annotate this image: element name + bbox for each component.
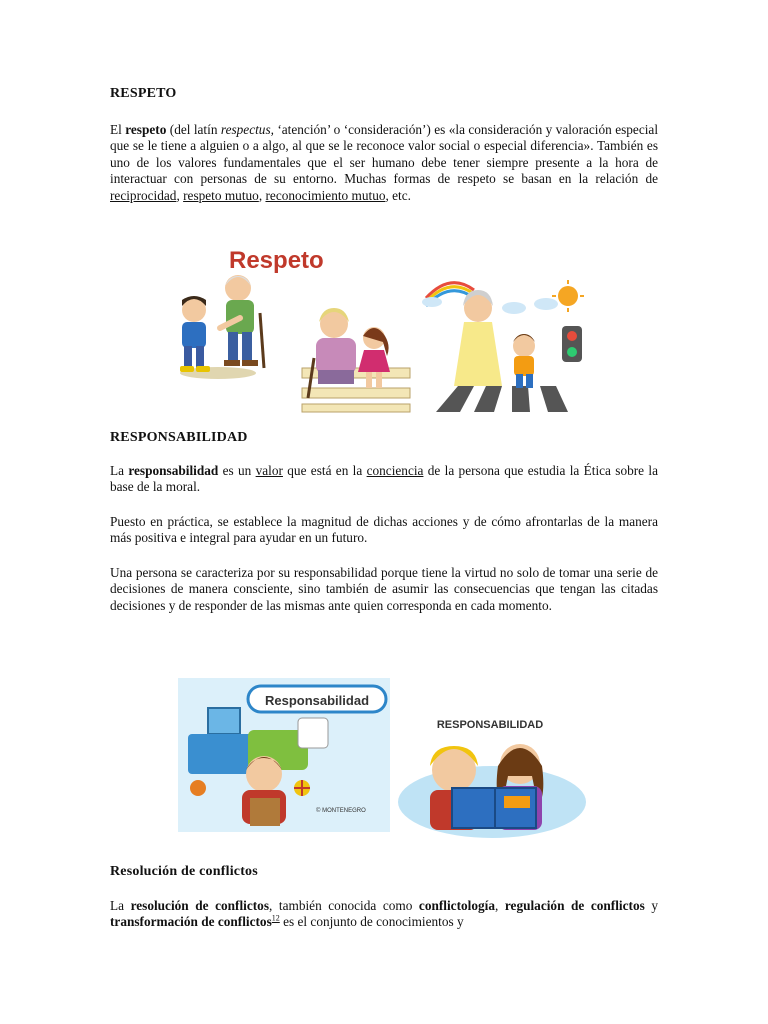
bold-term: transformación de conflictos	[110, 914, 272, 930]
bold-term: respeto	[125, 122, 167, 137]
responsabilidad-caption: RESPONSABILIDAD	[436, 719, 544, 731]
responsabilidad-badge-label: Responsabilidad	[264, 693, 370, 708]
text-run: (del latín	[166, 122, 221, 137]
respeto-image-title: Respeto	[229, 247, 324, 274]
text-run: es el conjunto de conocimientos y	[279, 914, 464, 930]
paragraph-responsabilidad-2: Puesto en práctica, se establece la magnitud de dichas acciones y de cómo afrontarlas de la manera más positiva e integral para ayudar en un futuro.	[110, 514, 658, 546]
bold-term: conflictología	[418, 898, 495, 913]
text-run: es un	[218, 463, 256, 478]
text-run: , etc.	[385, 187, 411, 203]
bold-term: resolución de conflictos	[130, 898, 270, 913]
responsabilidad-illustration-2	[392, 706, 586, 840]
text-run: La	[110, 898, 131, 913]
link-reciprocidad[interactable]: reciprocidad	[110, 187, 177, 203]
footnote-ref[interactable]: 12	[271, 913, 280, 923]
respeto-illustration-svg	[168, 238, 584, 414]
link-valor[interactable]: valor	[255, 463, 283, 478]
link-reconocimiento-mutuo[interactable]: reconocimiento mutuo	[265, 187, 386, 203]
text-run: , también conocida como	[269, 898, 419, 913]
text-run: ,	[176, 187, 184, 203]
responsabilidad-illustration-1-svg	[178, 678, 390, 832]
heading-respeto: RESPETO	[110, 86, 177, 101]
paragraph-responsabilidad-3: Una persona se caracteriza por su responsabilidad porque tiene la virtud no solo de tomar una serie de decisiones de manera consciente, sino también de asumir las consecuencias que tengan las citadas decisiones y de responder de las mismas ante quien corresponda en cada momento.	[110, 565, 658, 613]
paragraph-respeto	[110, 122, 658, 204]
text-run: ,	[258, 187, 266, 203]
responsabilidad-illustration-1	[178, 678, 390, 832]
responsabilidad-illustration-2-svg	[392, 706, 586, 840]
text-run: y	[644, 898, 658, 913]
text-run: La	[110, 463, 129, 478]
crosswalk-right	[436, 386, 568, 412]
text-run: ‘atención’ o ‘consideración’) es «la consideración y valoración especial que se le tiene a alguien o a algo, al que se le reconoce valor social o especial diferencia». También es uno de los valores fundamentales que el ser humano debe tener siempre presente a la hora de interactuar con personas de su entorno. Muchas formas de respeto se basan en la relación de	[110, 122, 659, 187]
link-respeto-mutuo[interactable]: respeto mutuo	[183, 187, 259, 203]
respeto-illustration	[168, 238, 584, 414]
heading-resolucion-conflictos: Resolución de conflictos	[110, 864, 258, 879]
responsabilidad-credit: © MONTENEGRO	[316, 808, 366, 814]
bold-term: regulación de conflictos	[504, 898, 645, 913]
italic-term: respectus,	[220, 122, 274, 137]
link-conciencia[interactable]: conciencia	[366, 463, 424, 478]
text-run: ,	[495, 898, 505, 913]
text-run: El	[110, 122, 126, 137]
bold-term: responsabilidad	[128, 463, 219, 478]
text-run: de la persona que estudia la Ética sobre la base de la moral.	[110, 463, 659, 495]
paragraph-responsabilidad-1	[110, 463, 658, 496]
heading-responsabilidad: RESPONSABILIDAD	[110, 430, 248, 445]
text-run: que está en la	[282, 463, 367, 478]
paragraph-resolucion-conflictos	[110, 898, 658, 931]
